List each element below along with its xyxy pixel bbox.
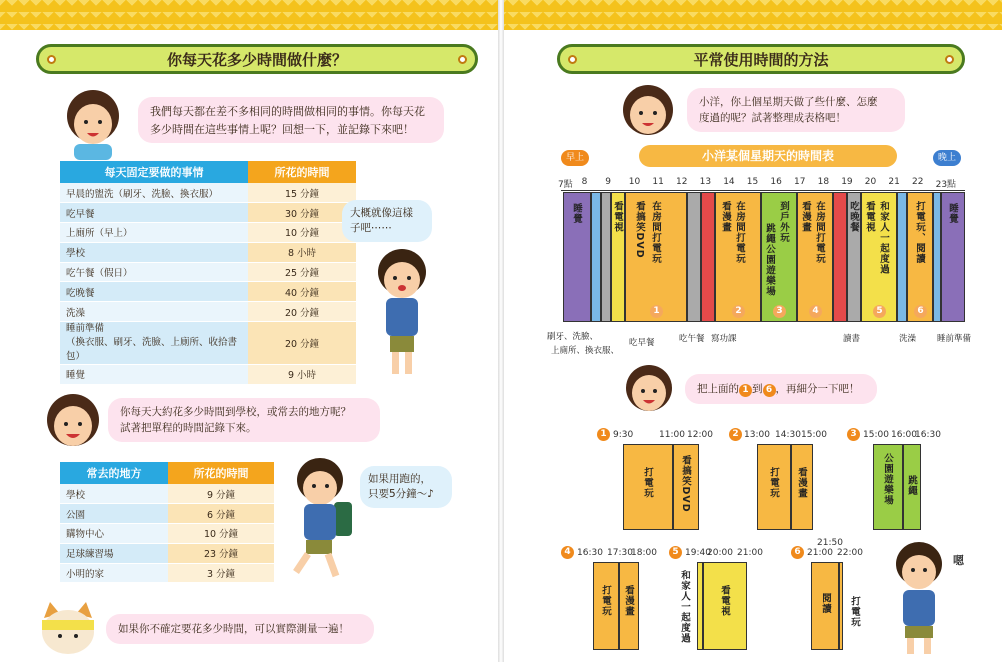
block-label: 公園遊樂場 <box>882 453 893 506</box>
table-cell: 學校 <box>60 484 168 504</box>
timeline-axis <box>561 190 965 191</box>
circle-number: 3 <box>847 428 860 441</box>
footer-text: 如果你不確定要花多少時間，可以實際測量一遍！ <box>118 623 349 635</box>
hour-label: 7點 <box>558 180 573 190</box>
time-label: 18:00 <box>631 548 657 558</box>
table-cell: 25 分鐘 <box>248 262 356 282</box>
running-boy-icon <box>282 456 358 580</box>
time-label: 13:00 <box>744 430 770 440</box>
hmm-text: 嗯 <box>953 554 964 567</box>
detail-block <box>757 444 791 530</box>
banner-dot-icon <box>47 55 56 64</box>
time-label: 14:30 <box>775 430 801 440</box>
table-cell: 學校 <box>60 242 248 262</box>
circle-number: 4 <box>809 305 822 318</box>
block-label: 看漫畫 <box>796 467 807 499</box>
block-label: 看搞笑DVD <box>680 455 691 513</box>
left-title-banner <box>36 44 478 74</box>
below-label: 吃早餐 <box>629 338 655 348</box>
right-title-banner <box>557 44 965 74</box>
banner-dot-icon <box>568 55 577 64</box>
comment-bubble <box>360 466 452 508</box>
homework-block <box>701 192 715 322</box>
block-6 <box>907 192 933 322</box>
circle-number: 6 <box>763 384 776 397</box>
detail-block <box>623 444 673 530</box>
block-label: 吃晚餐 <box>848 201 859 233</box>
block-5 <box>861 192 897 322</box>
table2-header-place: 常去的地方 <box>60 462 168 484</box>
block-label: 看搞笑DVD <box>634 201 645 259</box>
below-label: 洗澡 <box>899 334 917 344</box>
time-label: 15:00 <box>863 430 889 440</box>
time-label: 22:00 <box>837 548 863 558</box>
hour-label: 22 <box>912 177 924 187</box>
block-label: 看電視 <box>864 201 875 233</box>
girl-avatar-icon <box>617 82 679 140</box>
below-label: 刷牙、洗臉、 <box>547 332 599 342</box>
time-label: 15:00 <box>801 430 827 440</box>
left-title: 你每天花多少時間做什麼？ <box>166 50 347 69</box>
table-cell: 3 分鐘 <box>168 563 274 583</box>
hour-label: 23點 <box>935 180 957 190</box>
hour-label: 15 <box>746 177 759 187</box>
table-cell: 9 分鐘 <box>168 484 274 504</box>
circle-number: 1 <box>739 384 752 397</box>
table-cell: 15 分鐘 <box>248 183 356 203</box>
table-cell: 公園 <box>60 504 168 524</box>
lunch-block <box>687 192 701 322</box>
hour-label: 11 <box>652 177 664 187</box>
intro-line: 我們每天都在差不多相同的時間做相同的事情。你每天花 <box>150 105 425 118</box>
hour-label: 13 <box>699 177 712 187</box>
table-cell: 10 分鐘 <box>168 524 274 544</box>
block-2 <box>715 192 761 322</box>
circle-number: 6 <box>914 305 927 318</box>
table-cell: 早晨的盥洗（刷牙、洗臉、換衣服） <box>60 183 248 203</box>
banner-dot-icon <box>458 55 467 64</box>
comment-line: 只要5分鐘～♪ <box>368 488 434 500</box>
tv-block <box>611 192 625 322</box>
comment-line: 如果用跑的， <box>368 473 431 485</box>
time-label: 21:00 <box>737 548 763 558</box>
prep-block <box>933 192 941 322</box>
time-label: 9:30 <box>613 430 634 440</box>
below-label: 吃午餐 <box>679 334 705 344</box>
detail-block <box>791 444 813 530</box>
cell-line: （換衣服、刷牙、洗臉、上廁所、收拾書包） <box>66 337 238 363</box>
time-label: 17:30 <box>607 548 633 558</box>
hour-label: 14 <box>723 177 735 187</box>
below-label: 寫功課 <box>711 334 737 344</box>
girl-avatar-icon <box>621 362 677 418</box>
block-label: 看漫畫 <box>623 585 634 617</box>
table-cell: 20 分鐘 <box>248 322 356 365</box>
time-label: 11:00 <box>659 430 685 440</box>
block-label: 和家人一起度過 <box>679 570 690 644</box>
time-label: 20:00 <box>707 548 733 558</box>
hour-label: 21 <box>888 177 900 187</box>
block-label: 在房間打電玩 <box>734 201 745 264</box>
table-cell: 吃早餐 <box>60 203 248 223</box>
hour-label: 12 <box>676 177 688 187</box>
table-cell <box>60 322 248 365</box>
below-label: 讀書 <box>843 334 861 344</box>
block-label: 在房間打電玩 <box>814 201 825 264</box>
circle-number: 4 <box>561 546 574 559</box>
cell-line: 睡前準備 <box>66 323 105 335</box>
girl-avatar-icon <box>40 390 106 456</box>
places-table <box>60 462 274 583</box>
comment-line: 大概就像這樣 <box>350 207 413 219</box>
circle-number: 1 <box>597 428 610 441</box>
right-page <box>501 0 1002 662</box>
table1-header-time: 所花的時間 <box>248 161 356 183</box>
block-label: 睡覺 <box>947 203 958 224</box>
prompt-bubble <box>685 374 877 404</box>
prompt-text: ，再細分一下吧！ <box>775 383 860 395</box>
block-3 <box>761 192 797 322</box>
time-label: 21:00 <box>807 548 833 558</box>
read-block <box>833 192 847 322</box>
intro-line: 多少時間在這些事情上呢？回想一下，並記錄下來吧！ <box>150 123 414 136</box>
block-label: 打電玩 <box>600 585 611 617</box>
hour-label: 16 <box>770 177 782 187</box>
time-label: 16:00 <box>891 430 917 440</box>
detail-block <box>873 444 903 530</box>
block-label: 跳繩公園遊樂場 <box>764 223 775 297</box>
table-cell: 洗澡 <box>60 302 248 322</box>
table-cell: 23 分鐘 <box>168 543 274 563</box>
table2-header-time: 所花的時間 <box>168 462 274 484</box>
thinking-boy-icon <box>887 540 951 656</box>
detail-block <box>811 562 839 650</box>
detail-block <box>903 444 921 530</box>
question-line: 試著把單程的時間記錄下來。 <box>120 422 257 434</box>
detail-block <box>593 562 619 650</box>
circle-number: 3 <box>773 305 786 318</box>
time-label: 12:00 <box>687 430 713 440</box>
circle-number: 2 <box>732 305 745 318</box>
time-label: 19:40 <box>685 548 711 558</box>
time-label: 16:30 <box>577 548 603 558</box>
hour-label: 20 <box>864 177 877 187</box>
block-label: 閱讀 <box>820 593 831 614</box>
table-cell: 6 分鐘 <box>168 504 274 524</box>
below-label: 上廁所、換衣服、 <box>551 346 620 356</box>
hour-label: 17 <box>794 177 806 187</box>
circle-number: 6 <box>791 546 804 559</box>
block-label: 打電玩 <box>849 596 860 628</box>
detail-block <box>673 444 699 530</box>
circle-number: 2 <box>729 428 742 441</box>
sleep2-block <box>941 192 965 322</box>
time-label: 16:30 <box>915 430 941 440</box>
bath-block <box>897 192 907 322</box>
comment-bubble <box>342 200 432 242</box>
table-cell: 吃晚餐 <box>60 282 248 302</box>
cat-mascot-icon <box>36 600 100 656</box>
sleep-block <box>563 192 591 322</box>
below-label: 睡前準備 <box>937 334 972 344</box>
table-cell: 吃午餐（假日） <box>60 262 248 282</box>
block-label: 跳繩 <box>906 475 917 496</box>
table-cell: 9 小時 <box>248 365 356 385</box>
hour-label: 9 <box>605 177 611 187</box>
dinner-block <box>847 192 861 322</box>
hour-label: 8 <box>581 177 588 187</box>
breakfast-block <box>601 192 611 322</box>
prompt-text: 把上面的 <box>697 383 739 395</box>
table-cell: 40 分鐘 <box>248 282 356 302</box>
block-4 <box>797 192 833 322</box>
right-title: 平常使用時間的方法 <box>693 50 829 69</box>
time-label: 21:50 <box>817 538 843 548</box>
block-label: 在房間打電玩 <box>650 201 661 264</box>
prompt-text: 到 <box>752 383 763 395</box>
table1-header-activity: 每天固定要做的事情 <box>60 161 248 183</box>
top-stripe <box>501 0 1002 30</box>
block-label: 到戶外玩 <box>778 201 789 243</box>
wash-block <box>591 192 601 322</box>
circle-number: 1 <box>650 305 663 318</box>
intro-bubble <box>138 97 444 143</box>
block-label: 睡覺 <box>571 203 582 224</box>
intro-line: 小洋，你上個星期天做了些什麼、怎麼 <box>699 96 878 108</box>
block-1 <box>625 192 687 322</box>
intro-bubble <box>687 88 905 132</box>
morning-label: 早上 <box>561 150 589 166</box>
comment-line: 子吧⋯⋯ <box>350 222 392 234</box>
table-cell: 上廁所（早上） <box>60 223 248 243</box>
table-cell: 30 分鐘 <box>248 203 356 223</box>
question-bubble <box>108 398 380 442</box>
footer-bubble <box>106 614 374 644</box>
intro-line: 度過的呢？試著整理成表格吧！ <box>699 112 846 124</box>
table-cell: 20 分鐘 <box>248 302 356 322</box>
block-label: 看電視 <box>719 585 730 617</box>
girl-avatar-icon <box>60 86 126 160</box>
table-cell: 足球練習場 <box>60 543 168 563</box>
block-label: 看漫畫 <box>720 201 731 233</box>
question-line: 你每天大約花多少時間到學校，或常去的地方呢？ <box>120 406 351 418</box>
table-cell: 小明的家 <box>60 563 168 583</box>
block-label: 看電視 <box>612 201 623 233</box>
hour-label: 10 <box>628 177 641 187</box>
table-cell: 8 小時 <box>248 242 356 262</box>
block-label: 看漫畫 <box>800 201 811 233</box>
daily-table <box>60 161 356 385</box>
circle-number: 5 <box>669 546 682 559</box>
block-label: 和家人一起度過 <box>878 201 889 275</box>
block-label: 打電玩、閱讀 <box>914 201 925 264</box>
detail-block <box>839 562 843 650</box>
page-gutter <box>498 0 504 662</box>
block-label: 打電玩 <box>642 467 653 499</box>
hour-label: 19 <box>841 177 853 187</box>
table-cell: 睡覺 <box>60 365 248 385</box>
table-cell: 10 分鐘 <box>248 223 356 243</box>
boy-avatar-icon <box>370 246 434 380</box>
detail-block <box>619 562 639 650</box>
banner-dot-icon <box>945 55 954 64</box>
hour-label: 18 <box>817 177 830 187</box>
detail-block <box>703 562 747 650</box>
evening-label: 晚上 <box>933 150 961 166</box>
circle-number: 5 <box>873 305 886 318</box>
table-cell: 購物中心 <box>60 524 168 544</box>
top-stripe <box>0 0 501 30</box>
block-label: 打電玩 <box>768 467 779 499</box>
timeline-title: 小洋某個星期天的時間表 <box>639 145 897 167</box>
